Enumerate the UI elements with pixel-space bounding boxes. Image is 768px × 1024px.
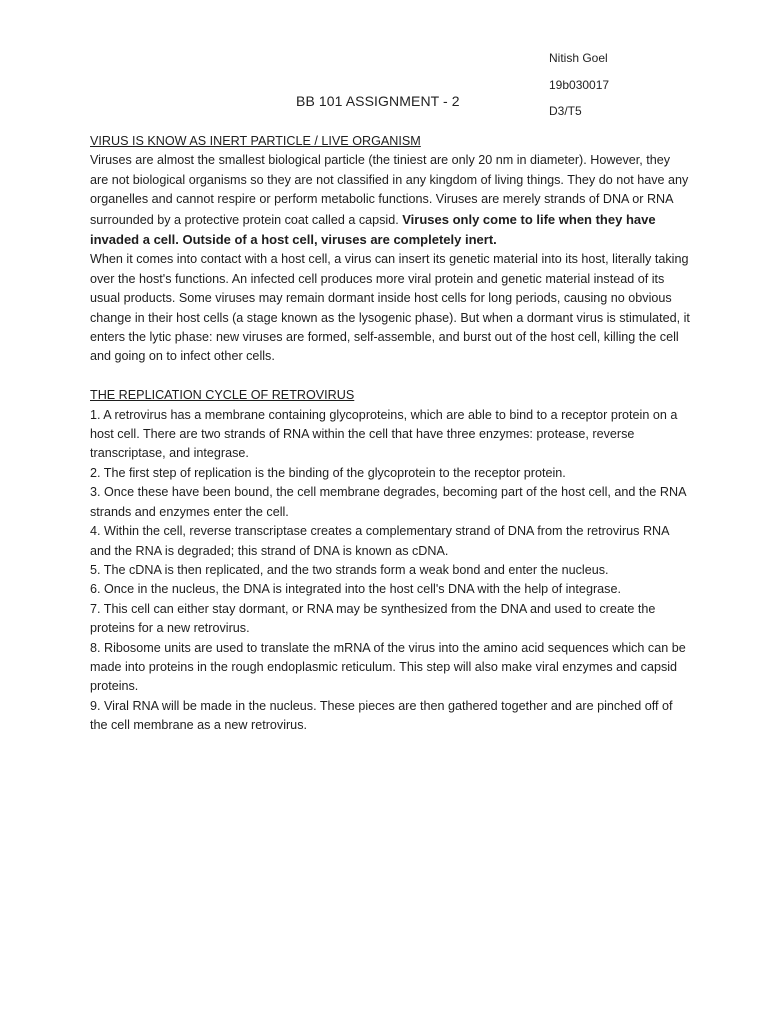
virus-emphasis-text: Viruses only come to life when they have invaded a cell. Outside of a host cell, viruses are completely inert. [90,211,656,248]
replication-step: 3. Once these have been bound, the cell membrane degrades, becoming part of the host cell, and the RNA strands and enzymes enter the cell. [90,485,686,519]
replication-step: 1. A retrovirus has a membrane containing glycoproteins, which are able to bind to a receptor protein on a host cell. There are two strands of RNA within the cell that have three enzymes: protease, reverse transcriptase, and integrase. [90,407,678,461]
replication-step: 4. Within the cell, reverse transcriptase creates a complementary strand of DNA from the retrovirus RNA and the RNA is degraded; this strand of DNA is known as cDNA. [90,524,669,558]
document-title: BB 101 ASSIGNMENT - 2 [296,93,460,109]
replication-steps-list [90,406,690,736]
replication-step: 8. Ribosome units are used to translate the mRNA of the virus into the amino acid sequences which can be made into proteins in the rough endoplasmic reticulum. This step will also make viral enzymes and capsid proteins. [90,640,686,694]
author-name: Nitish Goel [549,51,608,65]
host-cell-paragraph: When it comes into contact with a host cell, a virus can insert its genetic material into its host, literally taking over the host's functions. An infected cell produces more viral protein and genetic material instead of its usual products. Some viruses may remain dormant inside host cells for long periods, causing no obvious change in their host cells (a stage known as the lysogenic phase). But when a dormant virus is stimulated, it enters the lytic phase: new viruses are formed, self-assemble, and burst out of the host cell, killing the cell and going on to infect other cells. [90,252,690,364]
document-body [90,132,690,736]
roll-number: 19b030017 [549,77,610,92]
replication-step: 2. The first step of replication is the binding of the glycoprotein to the receptor protein. [90,465,566,480]
replication-step: 6. Once in the nucleus, the DNA is integrated into the host cell's DNA with the help of integrase. [90,582,621,597]
replication-step: 7. This cell can either stay dormant, or RNA may be synthesized from the DNA and used to create the proteins for a new retrovirus. [90,601,656,636]
replication-step: 5. The cDNA is then replicated, and the two strands form a weak bond and enter the nucleus. [90,562,609,577]
author-info [549,45,609,125]
section-heading-replication: THE REPLICATION CYCLE OF RETROVIRUS [90,388,355,403]
section-spacer [90,367,690,386]
section-heading-virus: VIRUS IS KNOW AS INERT PARTICLE / LIVE ORGANISM [90,134,421,148]
virus-intro-text: Viruses are almost the smallest biological particle (the tiniest are only 20 nm in diameter). However, they are not biological organisms so they are not classified in any kingdom of living things. They do not have any organelles and cannot respire or perform metabolic functions. Viruses are merely strands of DNA or RNA surrounded by a protective protein coat called a capsid. [90,153,689,227]
replication-step: 9. Viral RNA will be made in the nucleus. These pieces are then gathered together and are pinched off of the cell membrane as a new retrovirus. [90,698,673,733]
virus-paragraph [90,151,690,250]
division: D3/T5 [549,104,582,118]
